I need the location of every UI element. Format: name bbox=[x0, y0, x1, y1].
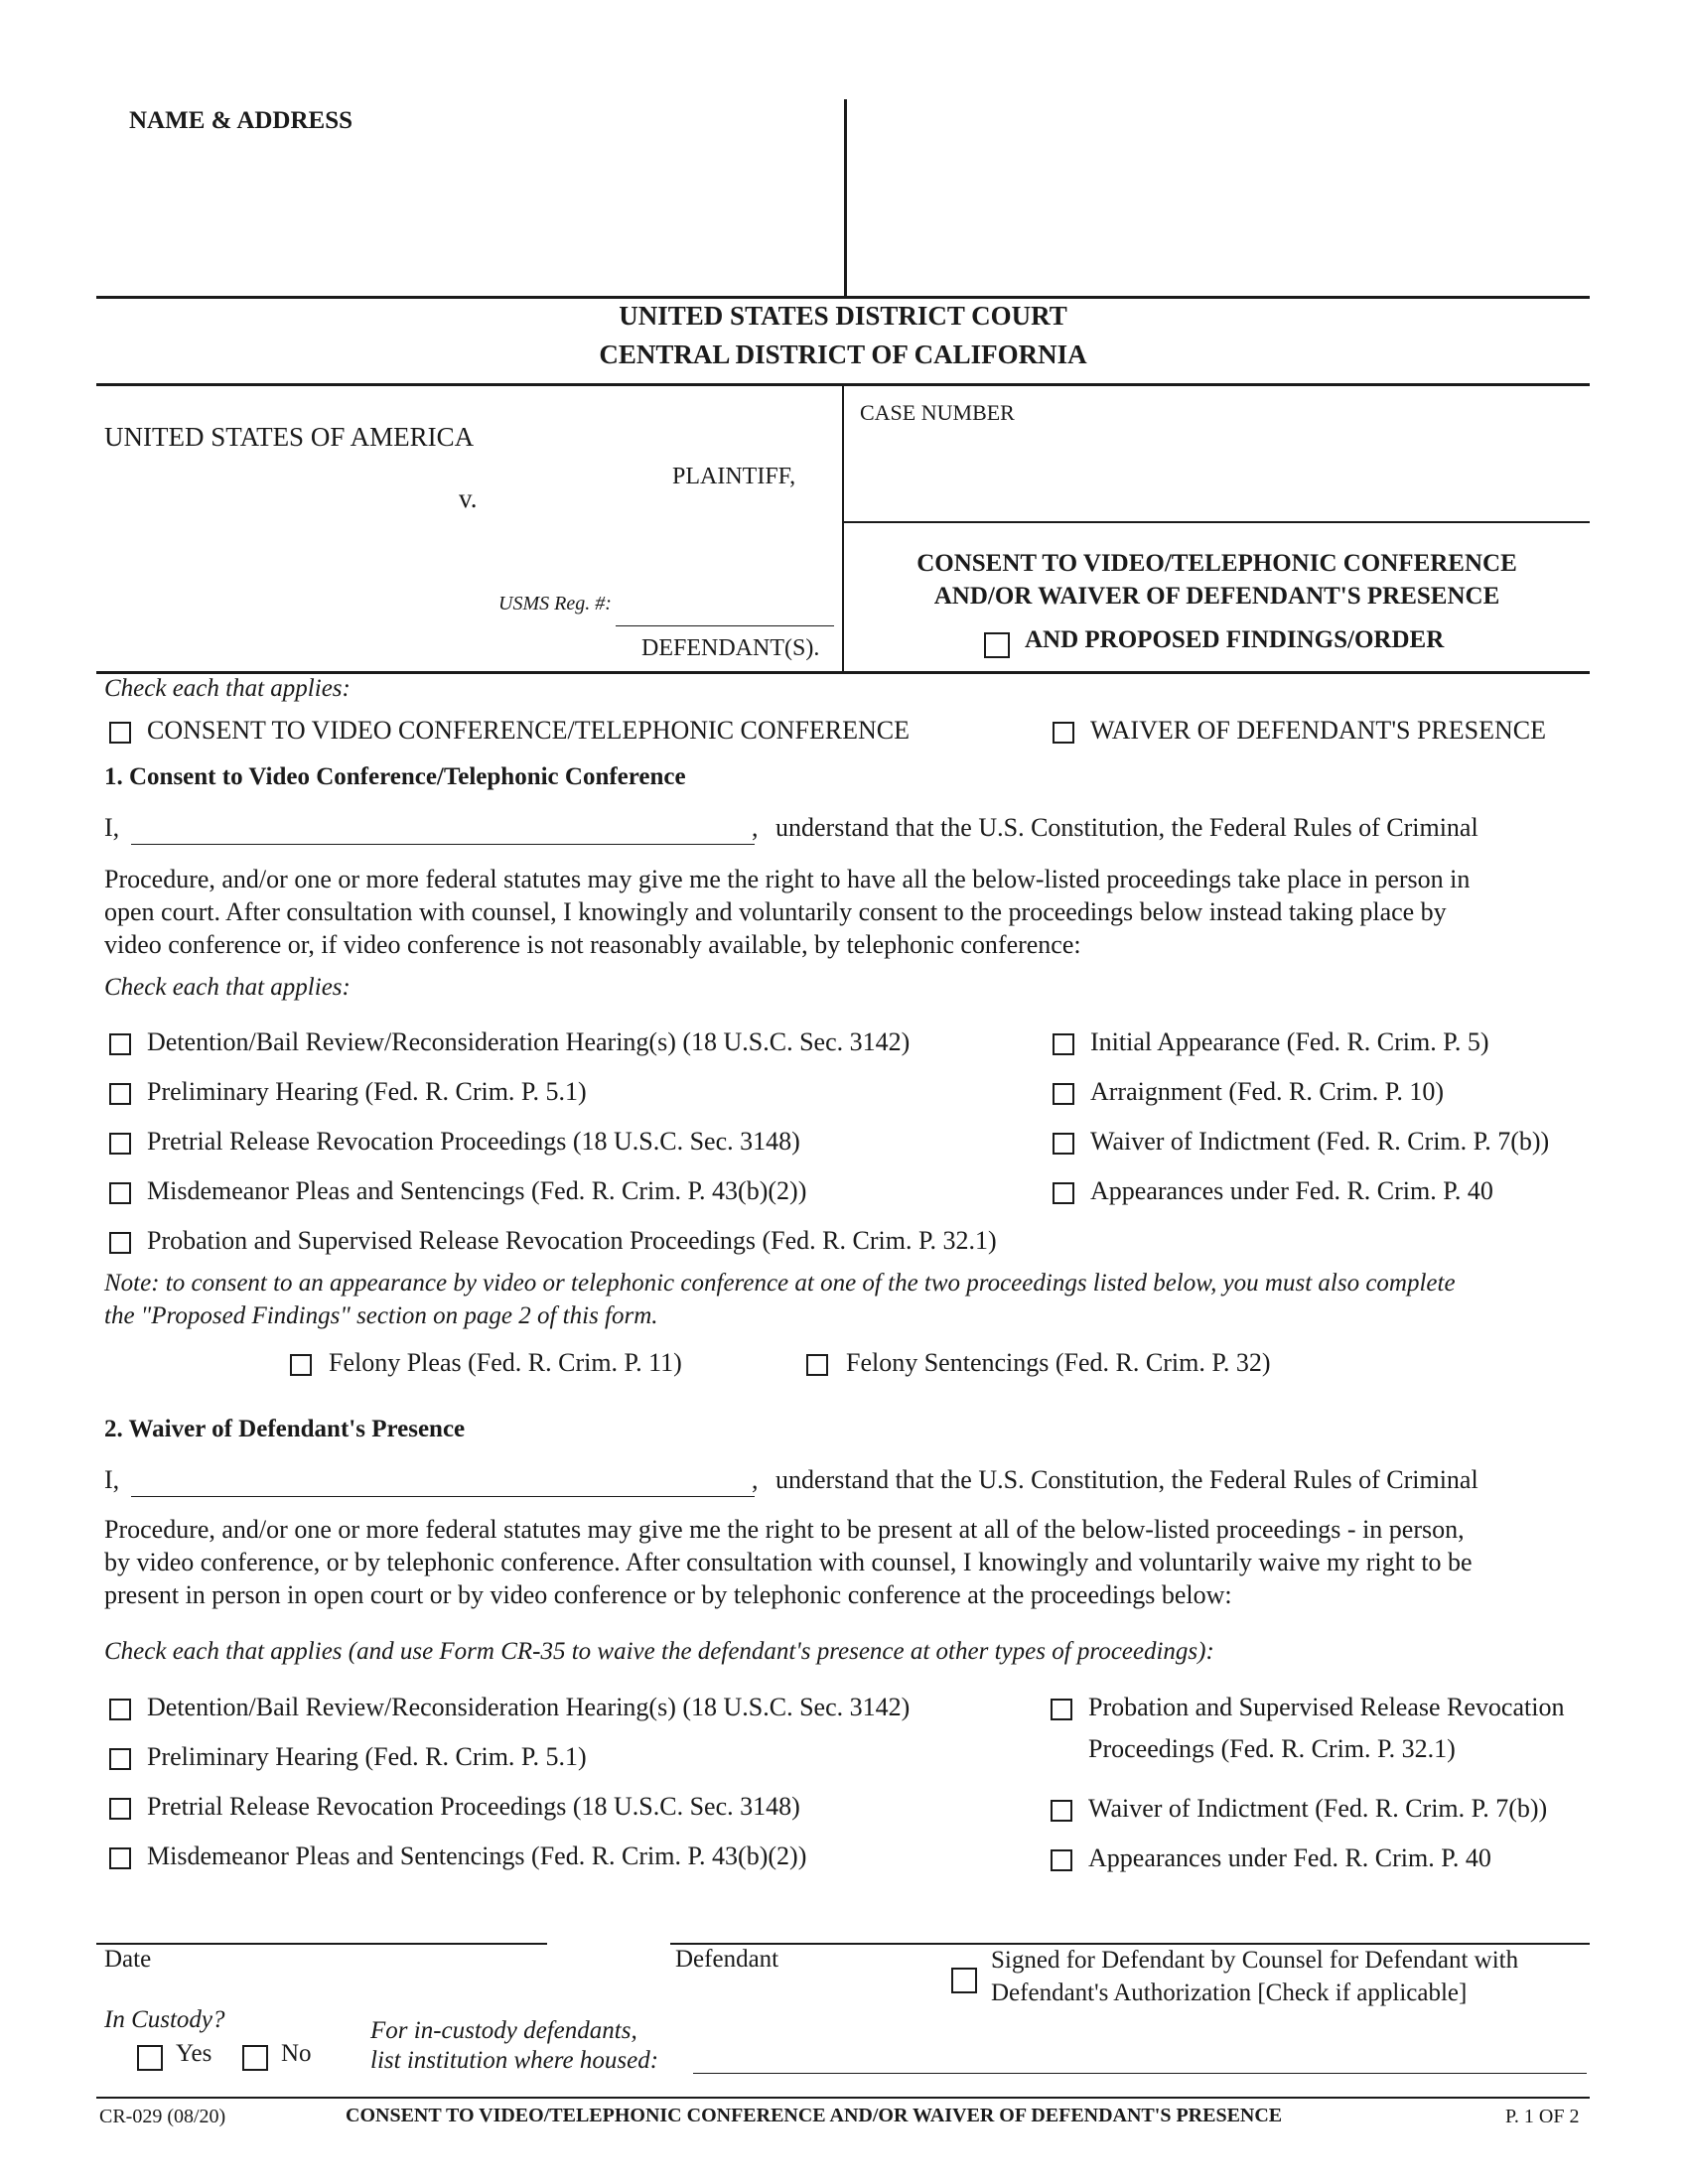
s1-preliminary-label: Preliminary Hearing (Fed. R. Crim. P. 5.1) bbox=[147, 1077, 587, 1106]
s1-arraignment-checkbox[interactable] bbox=[1053, 1083, 1074, 1105]
s2-preliminary-checkbox[interactable] bbox=[109, 1748, 131, 1770]
doc-title-line3: AND PROPOSED FINDINGS/ORDER bbox=[1025, 626, 1445, 653]
in-custody-yes-label: Yes bbox=[176, 2040, 212, 2067]
proposed-findings-checkbox[interactable] bbox=[984, 632, 1010, 658]
section2-para-line3: present in person in open court or by video conference or by telephonic conference at the proceedings below: bbox=[104, 1580, 1232, 1609]
s2-preliminary-label: Preliminary Hearing (Fed. R. Crim. P. 5.1) bbox=[147, 1742, 587, 1771]
waiver-label: WAIVER OF DEFENDANT'S PRESENCE bbox=[1090, 716, 1546, 745]
s1-probation-checkbox[interactable] bbox=[109, 1232, 131, 1254]
s2-probation-label-line1: Probation and Supervised Release Revocation bbox=[1088, 1693, 1565, 1721]
s2-indictment-checkbox[interactable] bbox=[1051, 1800, 1072, 1822]
section1-note-line2: the "Proposed Findings" section on page 2 of this form. bbox=[104, 1302, 658, 1329]
s1-arraignment-label: Arraignment (Fed. R. Crim. P. 10) bbox=[1090, 1077, 1445, 1106]
section1-heading: 1. Consent to Video Conference/Telephonic Conference bbox=[104, 763, 686, 790]
section1-para-line2: open court. After consultation with counsel, I knowingly and voluntarily consent to the proceedings below instead taking place by bbox=[104, 897, 1447, 926]
caption-rule bbox=[96, 671, 1590, 674]
case-number-rule bbox=[844, 521, 1590, 523]
date-signature-line[interactable] bbox=[96, 1943, 547, 1945]
s1-pretrial-checkbox[interactable] bbox=[109, 1133, 131, 1155]
s1-detention-checkbox[interactable] bbox=[109, 1033, 131, 1055]
usms-reg-field[interactable] bbox=[616, 598, 834, 626]
page-number: P. 1 OF 2 bbox=[1505, 2106, 1580, 2127]
section2-para-line2: by video conference, or by telephonic conference. After consultation with counsel, I knowingly and voluntarily waive my right to be bbox=[104, 1548, 1473, 1576]
s1-rule40-label: Appearances under Fed. R. Crim. P. 40 bbox=[1090, 1176, 1493, 1205]
s2-rule40-checkbox[interactable] bbox=[1051, 1849, 1072, 1871]
defendant-label: DEFENDANT(S). bbox=[641, 635, 820, 661]
header-rule bbox=[96, 296, 1590, 299]
date-label: Date bbox=[104, 1946, 152, 1973]
usms-reg-label: USMS Reg. #: bbox=[498, 593, 612, 614]
s1-pretrial-label: Pretrial Release Revocation Proceedings (18 U.S.C. Sec. 3148) bbox=[147, 1127, 800, 1156]
plaintiff-name: UNITED STATES OF AMERICA bbox=[104, 422, 475, 452]
s2-pretrial-checkbox[interactable] bbox=[109, 1798, 131, 1820]
section1-instruction: Check each that applies: bbox=[104, 974, 351, 1001]
court-name: UNITED STATES DISTRICT COURT bbox=[619, 301, 1067, 331]
defendant-signature-line[interactable] bbox=[670, 1943, 1590, 1945]
s1-rule40-checkbox[interactable] bbox=[1053, 1182, 1074, 1204]
institution-label-line2: list institution where housed: bbox=[370, 2047, 659, 2074]
doc-title-line1: CONSENT TO VIDEO/TELEPHONIC CONFERENCE bbox=[916, 550, 1517, 577]
s2-detention-checkbox[interactable] bbox=[109, 1699, 131, 1720]
section2-heading: 2. Waiver of Defendant's Presence bbox=[104, 1416, 466, 1442]
s1-preliminary-checkbox[interactable] bbox=[109, 1083, 131, 1105]
in-custody-no-checkbox[interactable] bbox=[242, 2045, 268, 2071]
institution-label-line1: For in-custody defendants, bbox=[370, 2017, 637, 2044]
section1-para-line3: video conference or, if video conference is not reasonably available, by telephonic conference: bbox=[104, 930, 1081, 959]
s2-detention-label: Detention/Bail Review/Reconsideration Hearing(s) (18 U.S.C. Sec. 3142) bbox=[147, 1693, 911, 1721]
s1-misdemeanor-checkbox[interactable] bbox=[109, 1182, 131, 1204]
s2-misdemeanor-label: Misdemeanor Pleas and Sentencings (Fed. R. Crim. P. 43(b)(2)) bbox=[147, 1842, 807, 1870]
felony-sentencings-label: Felony Sentencings (Fed. R. Crim. P. 32) bbox=[846, 1348, 1271, 1377]
s2-rule40-label: Appearances under Fed. R. Crim. P. 40 bbox=[1088, 1843, 1491, 1872]
felony-pleas-label: Felony Pleas (Fed. R. Crim. P. 11) bbox=[329, 1348, 682, 1377]
s1-indictment-label: Waiver of Indictment (Fed. R. Crim. P. 7(b)) bbox=[1090, 1127, 1550, 1156]
case-number-field[interactable] bbox=[860, 437, 1575, 516]
signed-by-counsel-line2: Defendant's Authorization [Check if applicable] bbox=[991, 1979, 1468, 2006]
section1-para-line1: Procedure, and/or one or more federal statutes may give me the right to have all the below-listed proceedings take place in person in bbox=[104, 865, 1471, 893]
caption-divider bbox=[842, 385, 844, 671]
section2-line-end: understand that the U.S. Constitution, the Federal Rules of Criminal bbox=[775, 1465, 1478, 1494]
s1-initial-appearance-label: Initial Appearance (Fed. R. Crim. P. 5) bbox=[1090, 1027, 1489, 1056]
section2-i-label: I, bbox=[104, 1465, 120, 1494]
versus: v. bbox=[459, 483, 478, 513]
signed-by-counsel-checkbox[interactable] bbox=[951, 1968, 977, 1993]
s1-initial-appearance-checkbox[interactable] bbox=[1053, 1033, 1074, 1055]
doc-title-line2: AND/OR WAIVER OF DEFENDANT'S PRESENCE bbox=[933, 583, 1500, 610]
s2-indictment-label: Waiver of Indictment (Fed. R. Crim. P. 7(b)) bbox=[1088, 1794, 1548, 1823]
header-divider bbox=[844, 99, 847, 298]
section1-line-end: understand that the U.S. Constitution, the Federal Rules of Criminal bbox=[775, 813, 1478, 842]
plaintiff-label: PLAINTIFF, bbox=[672, 464, 796, 489]
institution-field[interactable] bbox=[693, 2045, 1587, 2074]
s1-detention-label: Detention/Bail Review/Reconsideration Hearing(s) (18 U.S.C. Sec. 3142) bbox=[147, 1027, 911, 1056]
section1-name-field[interactable] bbox=[131, 816, 755, 845]
section2-name-field[interactable] bbox=[131, 1468, 755, 1497]
felony-sentencings-checkbox[interactable] bbox=[806, 1354, 828, 1376]
s2-misdemeanor-checkbox[interactable] bbox=[109, 1847, 131, 1869]
s1-probation-label: Probation and Supervised Release Revocation Proceedings (Fed. R. Crim. P. 32.1) bbox=[147, 1226, 997, 1255]
defendant-signature-label: Defendant bbox=[675, 1946, 779, 1973]
consent-checkbox[interactable] bbox=[109, 722, 131, 744]
s1-indictment-checkbox[interactable] bbox=[1053, 1133, 1074, 1155]
felony-pleas-checkbox[interactable] bbox=[290, 1354, 312, 1376]
in-custody-yes-checkbox[interactable] bbox=[137, 2045, 163, 2071]
footer-rule bbox=[96, 2097, 1590, 2099]
section2-para-line1: Procedure, and/or one or more federal statutes may give me the right to be present at all of the below-listed proceedings - in person, bbox=[104, 1515, 1465, 1544]
section1-comma: , bbox=[752, 813, 759, 842]
waiver-checkbox[interactable] bbox=[1053, 722, 1074, 744]
section1-note-line1: Note: to consent to an appearance by video or telephonic conference at one of the two proceedings listed below, you must also complete bbox=[104, 1270, 1456, 1297]
section1-i-label: I, bbox=[104, 813, 120, 842]
case-number-label: CASE NUMBER bbox=[860, 400, 1015, 425]
in-custody-label: In Custody? bbox=[104, 2006, 225, 2033]
top-instruction: Check each that applies: bbox=[104, 675, 351, 702]
s2-probation-label-line2: Proceedings (Fed. R. Crim. P. 32.1) bbox=[1088, 1734, 1456, 1763]
consent-label: CONSENT TO VIDEO CONFERENCE/TELEPHONIC CONFERENCE bbox=[147, 716, 911, 745]
section2-comma: , bbox=[752, 1465, 759, 1494]
s2-probation-checkbox[interactable] bbox=[1051, 1699, 1072, 1720]
section2-instruction: Check each that applies (and use Form CR-35 to waive the defendant's presence at other types of proceedings): bbox=[104, 1638, 1214, 1665]
in-custody-no-label: No bbox=[281, 2040, 312, 2067]
court-district: CENTRAL DISTRICT OF CALIFORNIA bbox=[599, 340, 1087, 369]
footer-title: CONSENT TO VIDEO/TELEPHONIC CONFERENCE AND/OR WAIVER OF DEFENDANT'S PRESENCE bbox=[346, 2105, 1283, 2126]
name-address-label: NAME & ADDRESS bbox=[129, 107, 353, 134]
s1-misdemeanor-label: Misdemeanor Pleas and Sentencings (Fed. R. Crim. P. 43(b)(2)) bbox=[147, 1176, 807, 1205]
s2-pretrial-label: Pretrial Release Revocation Proceedings (18 U.S.C. Sec. 3148) bbox=[147, 1792, 800, 1821]
form-id: CR-029 (08/20) bbox=[99, 2106, 226, 2127]
signed-by-counsel-line1: Signed for Defendant by Counsel for Defendant with bbox=[991, 1947, 1519, 1974]
